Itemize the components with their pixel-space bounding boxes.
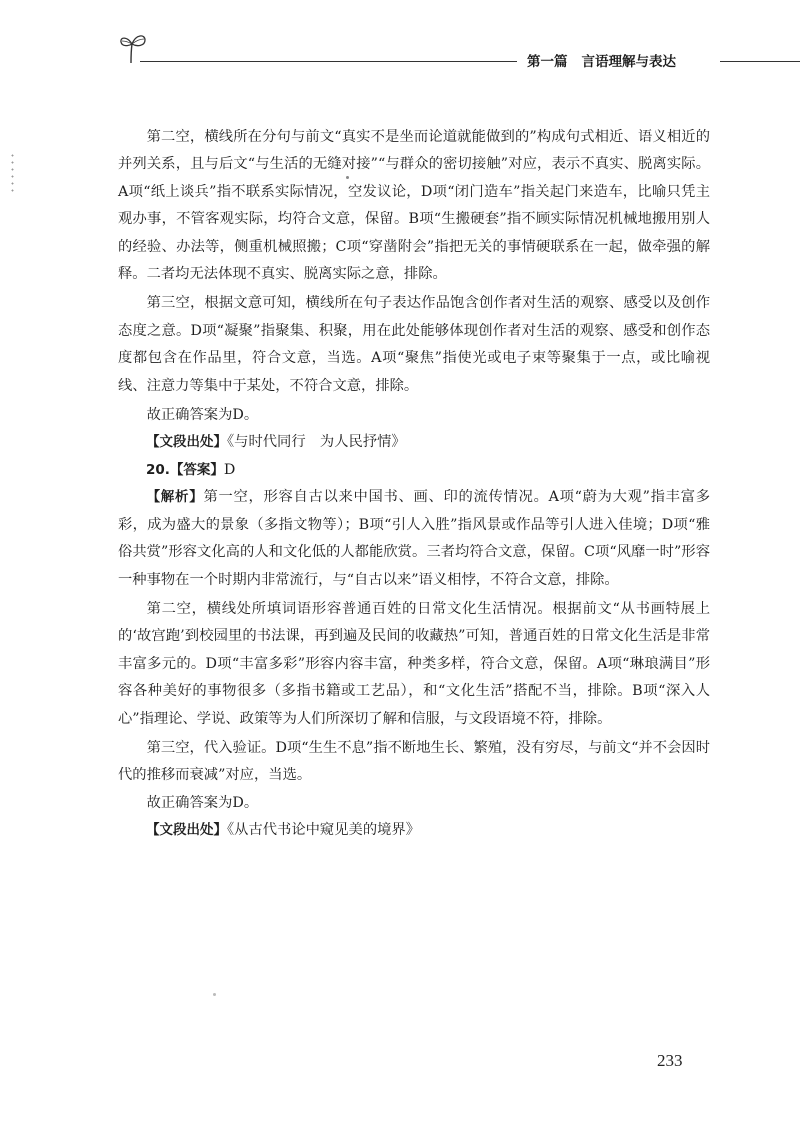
- answer-value: D: [223, 461, 236, 478]
- margin-marks: [11, 152, 14, 194]
- source-line: [118, 429, 710, 456]
- source-label: 【文段出处】: [146, 434, 227, 451]
- paragraph: 故正确答案为D。: [146, 407, 259, 424]
- paragraph: 第二空，横线处所填词语形容普通百姓的日常文化生活情况。根据前文“从书画特展上的‘故宫跑’到校园里的书法课，再到遍及民间的收藏热”可知，普通百姓的日常文化生活是非常丰富多元的。D项“丰富多彩”形容内容丰富，种类多样，符合文意，保留。A项“琳琅满目”形容各种美好的事物很多（多指书籍或工艺品），和“文化生活”搭配不当，排除。B项“深入人心”指理论、学说、政策等为人们所深切了解和信服，与文段语境不符，排除。: [118, 600, 710, 727]
- question-number: 20.: [146, 461, 170, 478]
- source-line: [118, 817, 710, 844]
- source-title: 《从古代书论中窥见美的境界》: [227, 822, 421, 839]
- answer-line: [118, 457, 710, 484]
- paragraph: 故正确答案为D。: [146, 794, 259, 811]
- header-part: 第一篇: [527, 54, 568, 70]
- print-speck: [213, 993, 216, 996]
- page-body: [118, 124, 710, 845]
- header-rule-right: [720, 61, 800, 62]
- header-rule-left: [140, 61, 517, 62]
- source-title: 《与时代同行 为人民抒情》: [227, 434, 406, 451]
- analysis-label: 【解析】: [146, 489, 204, 506]
- paragraph: 第三空，代入验证。D项“生生不息”指不断地生长、繁殖，没有穷尽，与前文“并不会因时代的推移而衰减”对应，当选。: [118, 739, 710, 784]
- paragraph: 第二空，横线所在分句与前文“真实不是坐而论道就能做到的”构成句式相近、语义相近的并列关系，且与后文“与生活的无缝对接”“与群众的密切接触”对应，表示不真实、脱离实际。A项“纸上谈兵”指不联系实际情况，空发议论，D项“闭门造车”指关起门来造车，比喻只凭主观办事，不管客观实际，均符合文意，保留。B项“生搬硬套”指不顾实际情况机械地搬用别人的经验、办法等，侧重机械照搬；C项“穿凿附会”指把无关的事情硬联系在一起，做牵强的解释。二者均无法体现不真实、脱离实际之意，排除。: [118, 129, 710, 283]
- analysis-paragraph: [118, 484, 710, 594]
- answer-label: 【答案】: [169, 461, 224, 478]
- page-number: 233: [657, 1051, 683, 1070]
- source-label: 【文段出处】: [146, 822, 227, 839]
- running-header: [527, 50, 676, 70]
- paragraph: 第三空，根据文意可知，横线所在句子表达作品饱含创作者对生活的观察、感受以及创作态度之意。D项“凝聚”指聚集、积聚，用在此处能够体现创作者对生活的观察、感受和创作态度都包含在作品里，符合文意，当选。A项“聚焦”指使光或电子束等聚集于一点，或比喻视线、注意力等集中于某处，不符合文意，排除。: [118, 295, 710, 394]
- analysis-text: 第一空，形容自古以来中国书、画、印的流传情况。A项“蔚为大观”指丰富多彩，成为盛大的景象（多指文物等）；B项“引人入胜”指风景或作品等引人进入佳境；D项“雅俗共赏”形容文化高的人和文化低的人都能欣赏。三者均符合文意，保留。C项“风靡一时”形容一种事物在一个时期内非常流行，与“自古以来”语义相悖，不符合文意，排除。: [118, 489, 710, 588]
- print-speck: [346, 176, 349, 179]
- header-section: 言语理解与表达: [581, 54, 676, 70]
- sprout-icon: [118, 30, 148, 64]
